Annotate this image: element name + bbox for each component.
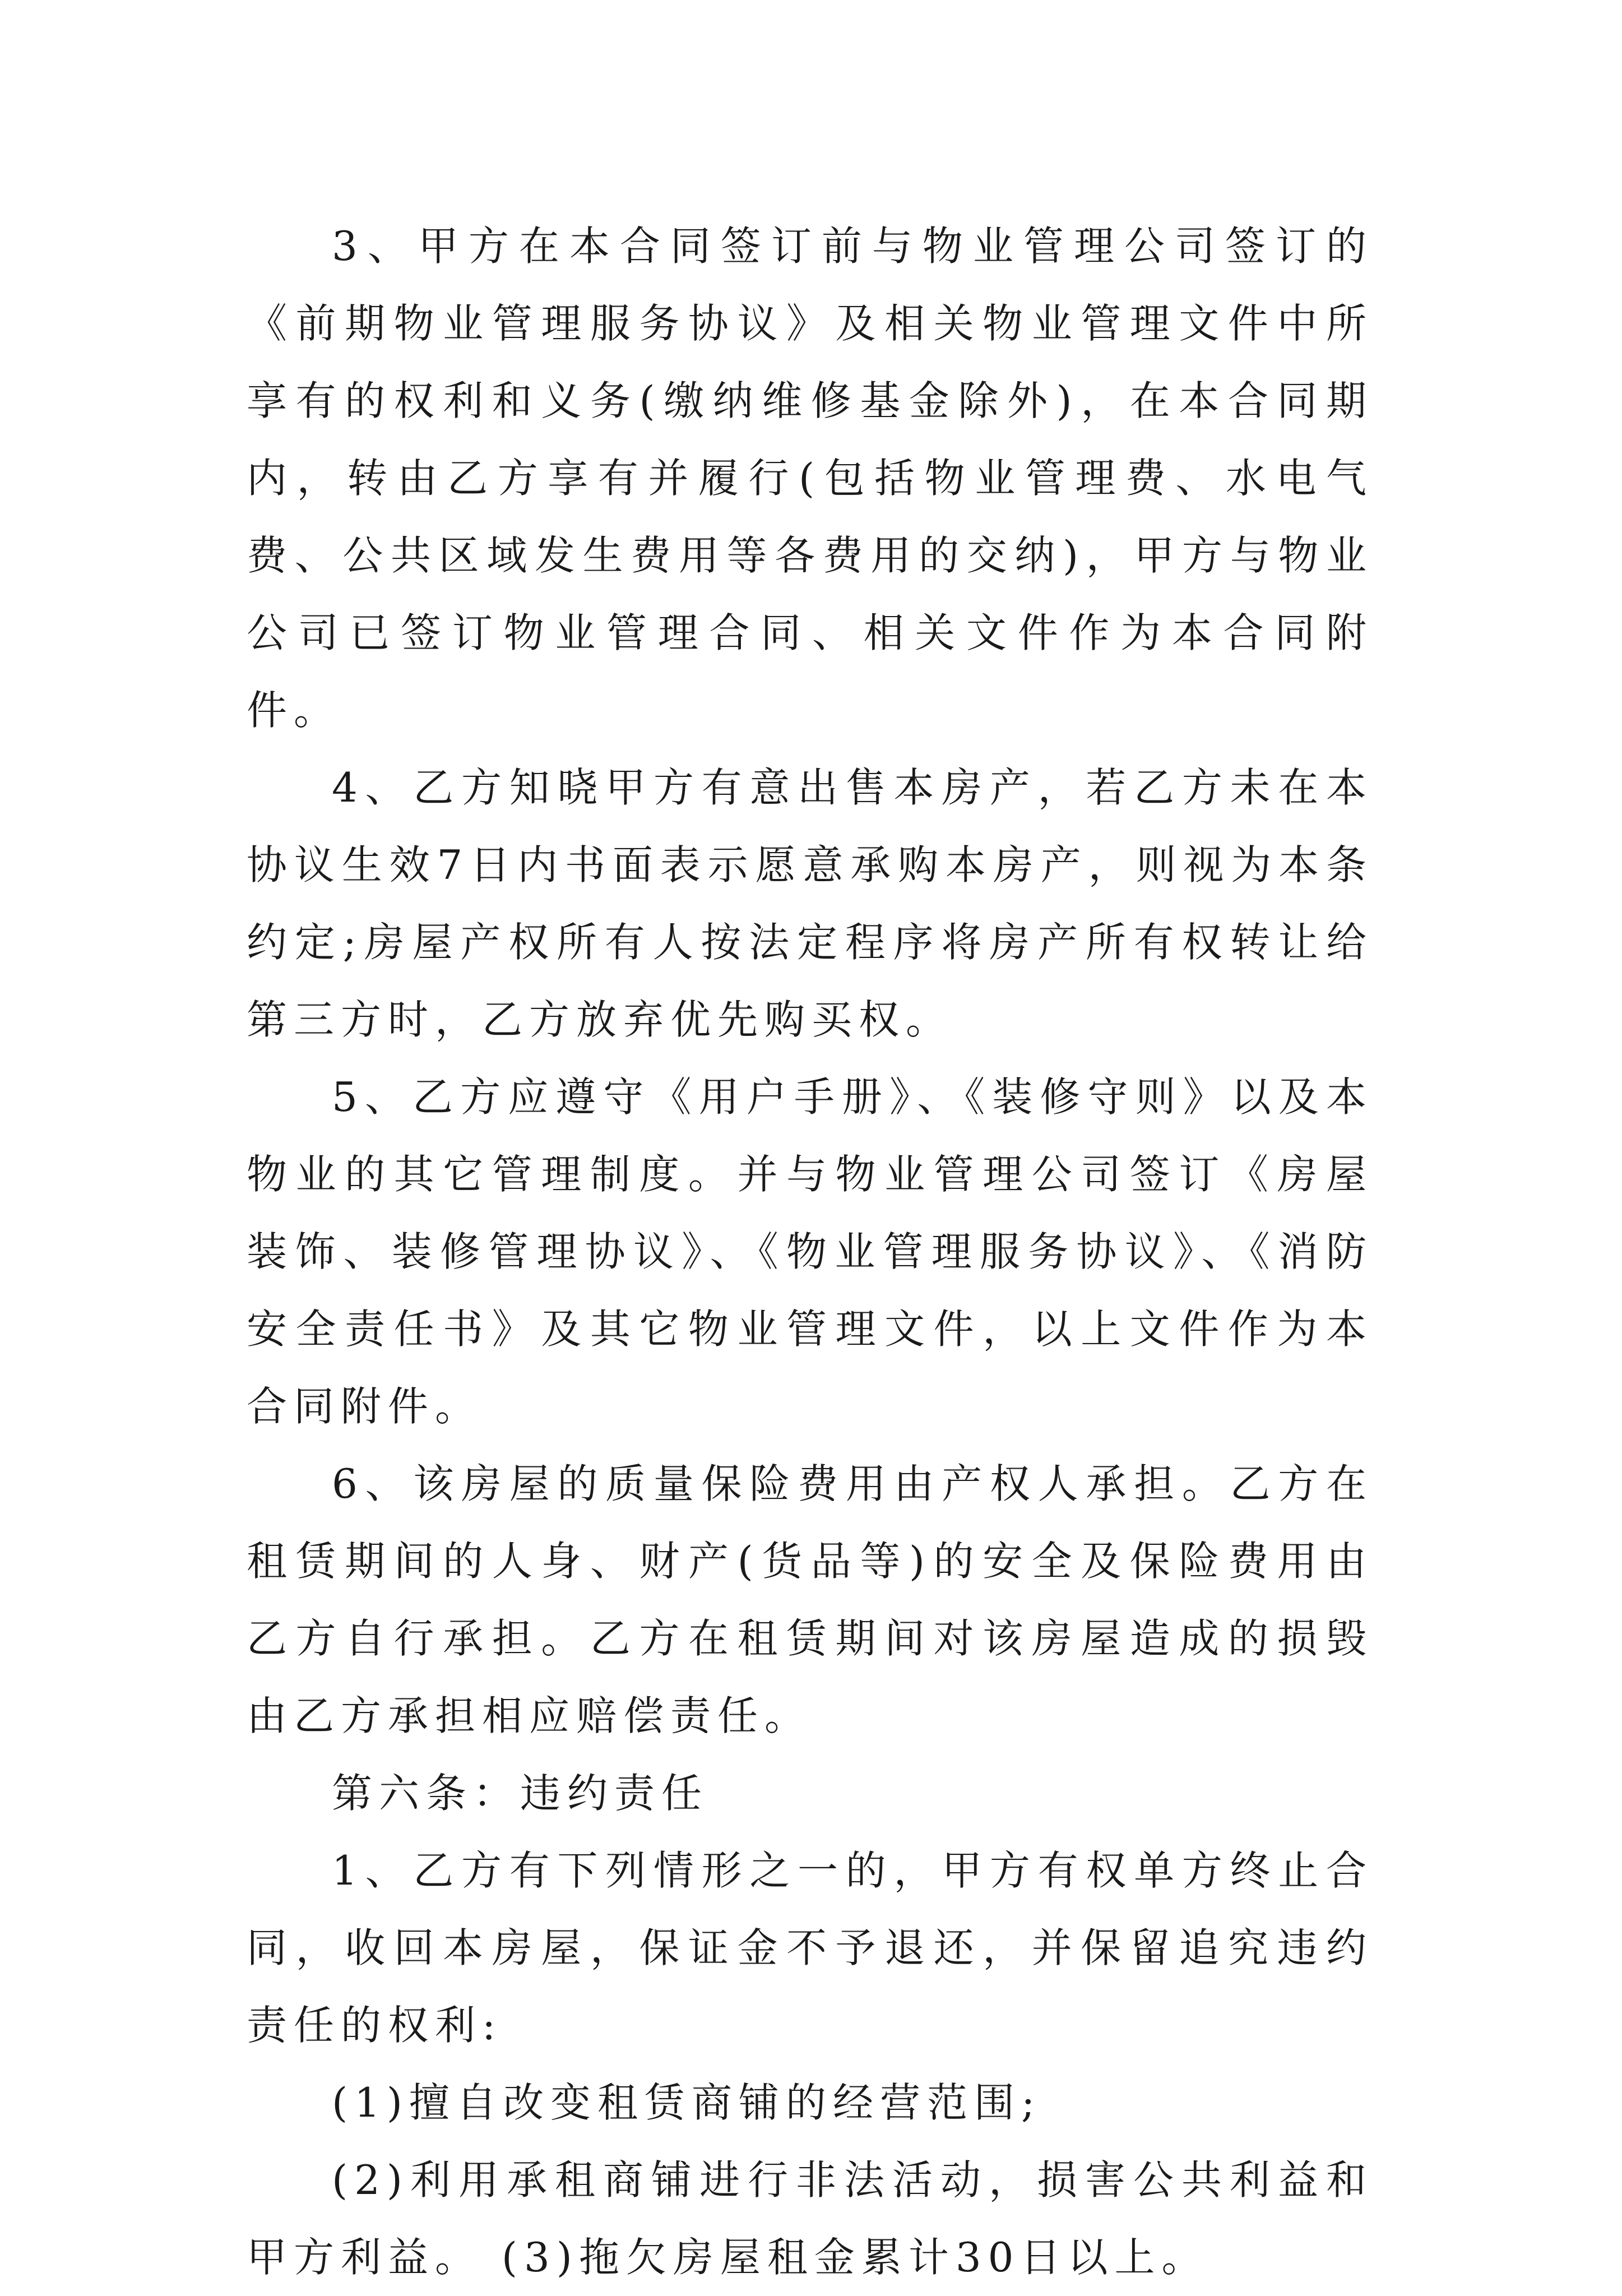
paragraph-clause-6: 6、该房屋的质量保险费用由产权人承担。乙方在租赁期间的人身、财产(货品等)的安全及保险费用由乙方自行承担。乙方在租赁期间对该房屋造成的损毁由乙方承担相应赔偿责任。 bbox=[247, 1460, 1373, 1739]
document-body bbox=[247, 207, 1373, 2296]
paragraph-clause-5: 5、乙方应遵守《用户手册》、《装修守则》以及本物业的其它管理制度。并与物业管理公司签订《房屋装饰、装修管理协议》、《物业管理服务协议》、《消防安全责任书》及其它物业管理文件，以上文件作为本合同附件。 bbox=[247, 1073, 1373, 1430]
paragraph-breach-1: 1、乙方有下列情形之一的，甲方有权单方终止合同，收回本房屋，保证金不予退还，并保留追究违约责任的权利: bbox=[247, 1847, 1373, 2049]
paragraph-breach-item-2-3: (2)利用承租商铺进行非法活动，损害公共利益和甲方利益。 (3)拖欠房屋租金累计30日以上。 bbox=[247, 2156, 1373, 2281]
paragraph-breach-item-1: (1)擅自改变租赁商铺的经营范围; bbox=[332, 2079, 1042, 2126]
paragraph-clause-3: 3、甲方在本合同签订前与物业管理公司签订的《前期物业管理服务协议》及相关物业管理文件中所享有的权利和义务(缴纳维修基金除外)，在本合同期内，转由乙方享有并履行(包括物业管理费、水电气费、公共区域发生费用等各费用的交纳)，甲方与物业公司已签订物业管理合同、相关文件作为本合同附件。 bbox=[247, 223, 1373, 734]
section-heading-breach-liability: 第六条：违约责任 bbox=[332, 1770, 709, 1817]
paragraph-clause-4: 4、乙方知晓甲方有意出售本房产，若乙方未在本协议生效7日内书面表示愿意承购本房产，则视为本条约定;房屋产权所有人按法定程序将房产所有权转让给第三方时，乙方放弃优先购买权。 bbox=[247, 764, 1373, 1043]
